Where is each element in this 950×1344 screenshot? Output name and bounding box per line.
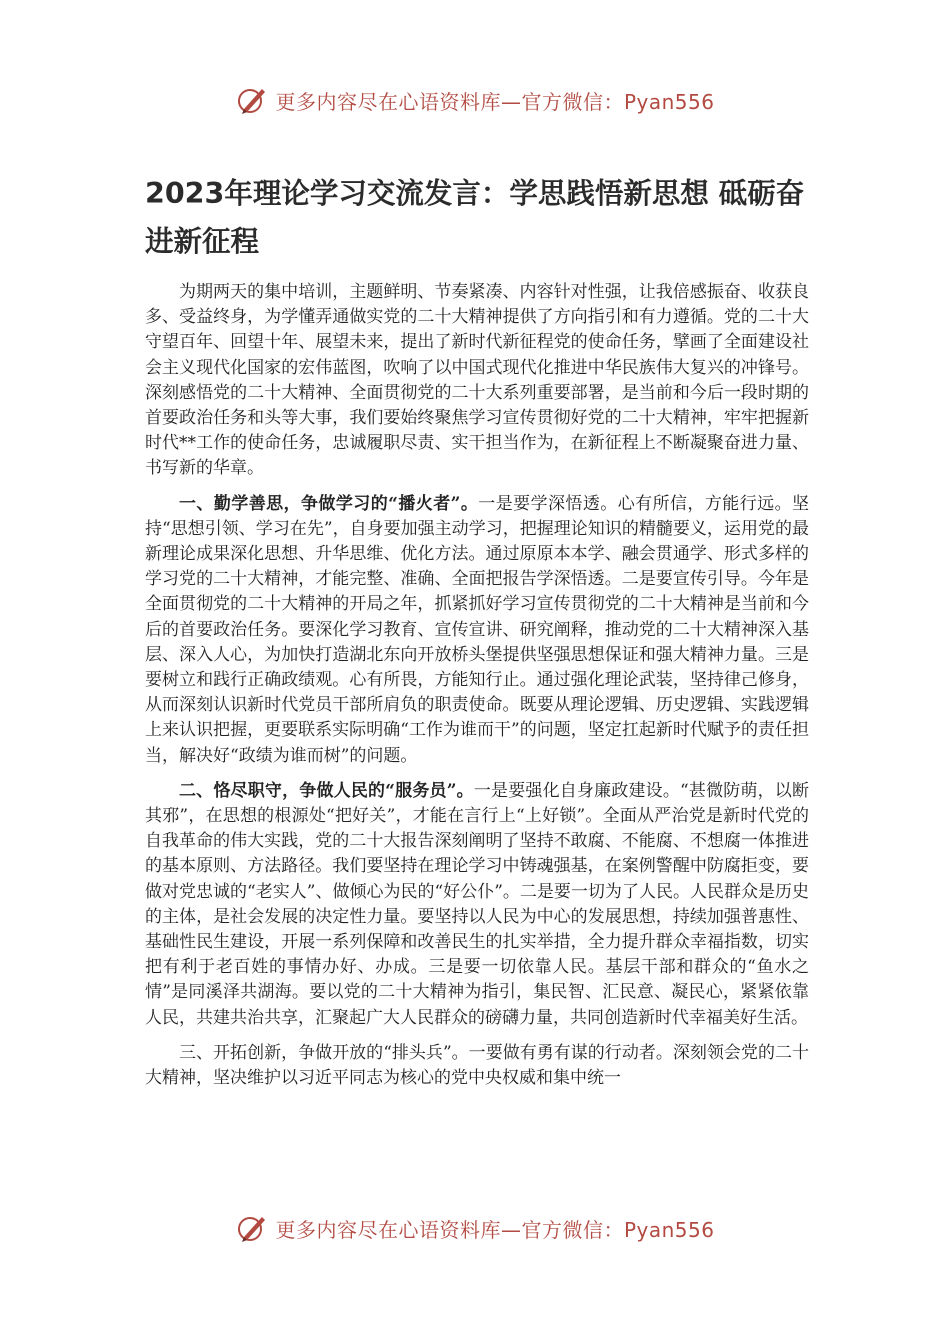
- paragraph-intro: [145, 280, 809, 482]
- paragraph-text: 为期两天的集中培训，主题鲜明、节奏紧凑、内容针对性强，让我倍感振奋、收获良多、受益终身，为学懂弄通做实党的二十大精神提供了方向指引和有力遵循。党的二十大守望百年、回望十年、展望未来，提出了新时代新征程党的使命任务，擘画了全面建设社会主义现代化国家的宏伟蓝图，吹响了以中国式现代化推进中华民族伟大复兴的冲锋号。深刻感悟党的二十大精神、全面贯彻党的二十大系列重要部署，是当前和今后一段时期的首要政治任务和头等大事，我们要始终聚焦学习宣传贯彻好党的二十大精神，牢牢把握新时代**工作的使命任务，忠诚履职尽责、实干担当作为，在新征程上不断凝聚奋进力量、书写新的华章。: [145, 282, 809, 479]
- pen-on-circle-logo-icon: [235, 1211, 269, 1245]
- paragraph-section-3: [145, 1041, 809, 1091]
- section-heading: 二、恪尽职守，争做人民的“服务员”。: [179, 780, 474, 801]
- footer-banner: [0, 1208, 950, 1248]
- banner-text: 更多内容尽在心语资料库—官方微信：Pyan556: [275, 1217, 715, 1242]
- document-body: [145, 280, 809, 1101]
- page-title: 2023年理论学习交流发言：学思践悟新思想 砥砺奋进新征程: [145, 177, 805, 258]
- pen-on-circle-logo-icon: [235, 83, 269, 117]
- paragraph-text: 一是要强化自身廉政建设。“甚微防萌，以断其邪”，在思想的根源处“把好关”，才能在言行上“上好锁”。全面从严治党是新时代党的自我革命的伟大实践，党的二十大报告深刻阐明了坚持不敢腐、不能腐、不想腐一体推进的基本原则、方法路径。我们要坚持在理论学习中铸魂强基，在案例警醒中防腐拒变，要做对党忠诚的“老实人”、做倾心为民的“好公仆”。二是要一切为了人民。人民群众是历史的主体，是社会发展的决定性力量。要坚持以人民为中心的发展思想，持续加强普惠性、基础性民生建设，开展一系列保障和改善民生的扎实举措，全力提升群众幸福指数，切实把有利于老百姓的事情办好、办成。三是要一切依靠人民。基层干部和群众的“鱼水之情”是同溪泽共湖海。要以党的二十大精神为指引，集民智、汇民意、凝民心，紧紧依靠人民，共建共治共享，汇聚起广大人民群众的磅礴力量，共同创造新时代幸福美好生活。: [145, 780, 809, 1028]
- paragraph-text: 三、开拓创新，争做开放的“排头兵”。一要做有勇有谋的行动者。深刻领会党的二十大精神，坚决维护以习近平同志为核心的党中央权威和集中统一: [145, 1042, 809, 1089]
- banner-text: 更多内容尽在心语资料库—官方微信：Pyan556: [275, 89, 715, 114]
- paragraph-section-1: [145, 492, 809, 769]
- paragraph-text: 一是要学深悟透。心有所信，方能行远。坚持“思想引领、学习在先”，自身要加强主动学习，把握理论知识的精髓要义，运用党的最新理论成果深化思想、升华思维、优化方法。通过原原本本学、融会贯通学、形式多样的学习党的二十大精神，才能完整、准确、全面把报告学深悟透。二是要宣传引导。今年是全面贯彻党的二十大精神的开局之年，抓紧抓好学习宣传贯彻党的二十大精神是当前和今后的首要政治任务。要深化学习教育、宣传宣讲、研究阐释，推动党的二十大精神深入基层、深入人心，为加快打造湖北东向开放桥头堡提供坚强思想保证和强大精神力量。三是要树立和践行正确政绩观。心有所畏，方能知行止。通过强化理论武装，坚持律己修身，从而深刻认识新时代党员干部所肩负的职责使命。既要从理论逻辑、历史逻辑、实践逻辑上来认识把握，更要联系实际明确“工作为谁而干”的问题，坚定扛起新时代赋予的责任担当，解决好“政绩为谁而树”的问题。: [145, 493, 809, 766]
- section-heading: 一、勤学善思，争做学习的“播火者”。: [179, 493, 479, 514]
- header-banner: [0, 80, 950, 120]
- paragraph-section-2: [145, 779, 809, 1031]
